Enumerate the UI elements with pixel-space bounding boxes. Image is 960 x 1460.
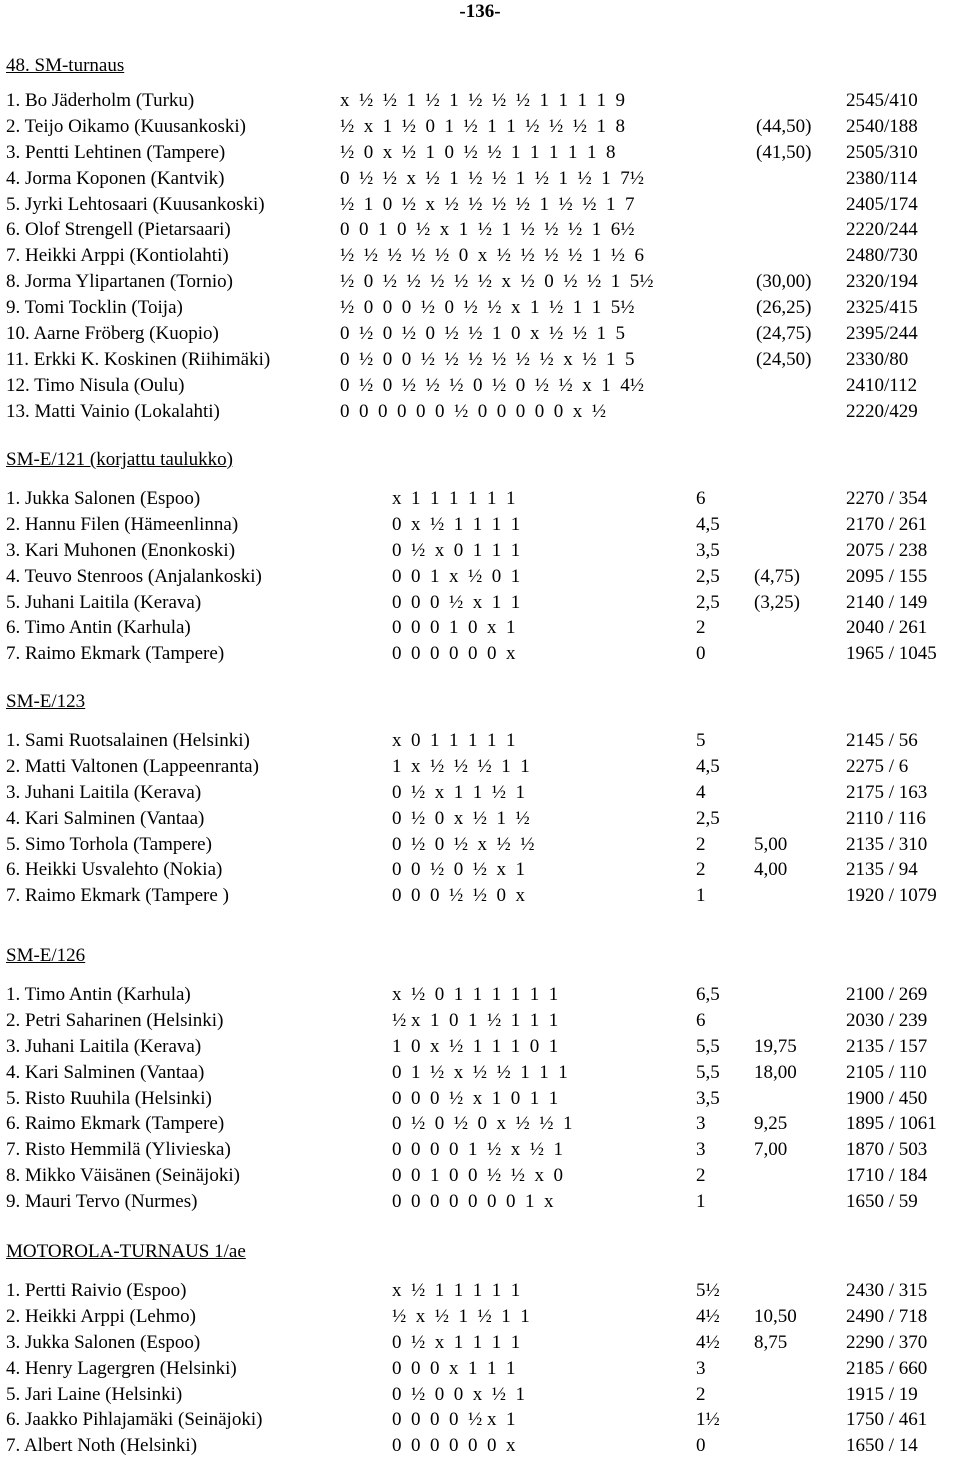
section-3: [6, 944, 956, 1215]
player-results: ½ x 1 0 1 ½ 1 1 1: [392, 1009, 559, 1031]
player-rating: 1915 / 19: [846, 1383, 918, 1405]
player-results: 0 0 0 ½ x 1 0 1 1: [392, 1087, 559, 1109]
player-rating: 2145 / 56: [846, 730, 918, 751]
table-row: [6, 217, 956, 243]
player-rating: 2395/244: [846, 323, 918, 345]
table-row: [6, 1356, 956, 1382]
table-row: [6, 512, 956, 538]
player-rating: 1920 / 1079: [846, 885, 937, 907]
player-name: 7. Raimo Ekmark (Tampere): [6, 643, 225, 665]
player-score: 0: [696, 643, 706, 665]
player-name: 8. Jorma Ylipartanen (Tornio): [6, 271, 233, 293]
player-name: 7. Raimo Ekmark (Tampere ): [6, 885, 229, 907]
player-score: 3,5: [696, 539, 720, 561]
player-name: 3. Juhani Laitila (Kerava): [6, 1035, 202, 1057]
player-score: 2: [696, 833, 706, 855]
player-score: 3: [696, 1357, 706, 1379]
table-row: [6, 347, 956, 373]
player-results: 0 1 ½ x ½ ½ 1 1 1: [392, 1061, 568, 1083]
table-row: [6, 780, 956, 806]
table-row: [6, 1382, 956, 1408]
player-rating: 1870 / 503: [846, 1139, 928, 1161]
table-row: [6, 486, 956, 512]
player-rating: 2220/244: [846, 219, 918, 241]
table-row: [6, 1111, 956, 1137]
player-score: 4,5: [696, 513, 720, 535]
player-score: 0: [696, 1435, 706, 1457]
section-title: SM-E/123: [6, 691, 86, 712]
player-score: 3: [696, 1113, 706, 1135]
player-results: ½ ½ ½ ½ ½ 0 x ½ ½ ½ ½ 1 ½ 6: [340, 245, 644, 267]
player-name: 4. Kari Salminen (Vantaa): [6, 807, 205, 829]
player-rating: 2175 / 163: [846, 781, 928, 803]
player-score: 4,5: [696, 755, 720, 777]
player-rating: 2110 / 116: [846, 807, 926, 829]
table-row: [6, 615, 956, 641]
player-results: 0 0 0 0 1 ½ x ½ 1: [392, 1139, 563, 1161]
section-4: [6, 1240, 956, 1459]
player-score: 6,5: [696, 984, 720, 1005]
player-results: ½ 0 x ½ 1 0 ½ ½ 1 1 1 1 1 8: [340, 141, 616, 163]
table-row: [6, 1008, 956, 1034]
player-score: 1½: [696, 1409, 720, 1431]
player-results: 0 x ½ 1 1 1 1: [392, 513, 521, 535]
player-score: 6: [696, 488, 706, 509]
table-row: [6, 243, 956, 269]
player-rating: 2135 / 310: [846, 833, 928, 855]
player-results: x ½ ½ 1 ½ 1 ½ ½ ½ 1 1 1 1 9: [340, 90, 625, 111]
player-name: 9. Tomi Tocklin (Toija): [6, 297, 183, 319]
player-name: 2. Hannu Filen (Hämeenlinna): [6, 513, 239, 535]
player-name: 5. Jyrki Lehtosaari (Kuusankoski): [6, 193, 265, 215]
player-tiebreak: (44,50): [756, 115, 812, 137]
player-results: 0 0 0 0 ½ x 1: [392, 1409, 516, 1431]
player-rating: 2140 / 149: [846, 591, 928, 613]
table-row: [6, 754, 956, 780]
player-rating: 2095 / 155: [846, 565, 928, 587]
section-2: [6, 690, 956, 909]
player-name: 6. Raimo Ekmark (Tampere): [6, 1113, 225, 1135]
table-row: [6, 114, 956, 140]
table-row: [6, 982, 956, 1008]
player-results: 0 ½ 0 ½ 0 ½ ½ 1 0 x ½ ½ 1 5: [340, 323, 625, 345]
player-results: 0 0 0 0 0 0 ½ 0 0 0 0 0 x ½: [340, 400, 606, 422]
player-tiebreak: 8,75: [754, 1331, 788, 1353]
player-score: 5,5: [696, 1061, 720, 1083]
table-row: [6, 1163, 956, 1189]
table-row: [6, 832, 956, 858]
player-results: 0 ½ 0 0 x ½ 1: [392, 1383, 525, 1405]
player-score: 4: [696, 781, 706, 803]
player-results: 0 0 ½ 0 ½ x 1: [392, 859, 525, 881]
player-results: ½ 1 0 ½ x ½ ½ ½ ½ 1 ½ ½ 1 7: [340, 193, 635, 215]
player-results: 0 ½ x 1 1 ½ 1: [392, 781, 525, 803]
table-row: [6, 373, 956, 399]
section-1: [6, 448, 956, 667]
player-name: 5. Risto Ruuhila (Helsinki): [6, 1087, 212, 1109]
player-results: 0 0 0 0 0 0 x: [392, 1435, 516, 1457]
player-name: 7. Heikki Arppi (Kontiolahti): [6, 245, 229, 267]
section-0: [6, 54, 956, 425]
player-rating: 2545/410: [846, 90, 918, 111]
player-results: ½ x 1 ½ 0 1 ½ 1 1 ½ ½ ½ 1 8: [340, 115, 625, 137]
table-row: [6, 1034, 956, 1060]
player-results: 0 0 0 ½ ½ 0 x: [392, 885, 525, 907]
table-row: [6, 295, 956, 321]
player-name: 3. Pentti Lehtinen (Tampere): [6, 141, 226, 163]
section-title: MOTOROLA-TURNAUS 1/ae: [6, 1241, 246, 1262]
player-results: 0 0 1 0 0 ½ ½ x 0: [392, 1165, 563, 1187]
table-row: [6, 806, 956, 832]
table-row: [6, 883, 956, 909]
player-name: 2. Petri Saharinen (Helsinki): [6, 1009, 224, 1031]
table-row: [6, 1330, 956, 1356]
player-rating: 2030 / 239: [846, 1009, 928, 1031]
player-name: 11. Erkki K. Koskinen (Riihimäki): [6, 348, 271, 370]
player-rating: 2405/174: [846, 193, 918, 215]
player-rating: 1650 / 14: [846, 1435, 918, 1457]
player-tiebreak: (4,75): [754, 565, 800, 587]
table-row: [6, 641, 956, 667]
player-score: 3,5: [696, 1087, 720, 1109]
player-score: 2,5: [696, 565, 720, 587]
player-name: 2. Heikki Arppi (Lehmo): [6, 1305, 196, 1327]
player-name: 6. Jaakko Pihlajamäki (Seinäjoki): [6, 1409, 263, 1431]
player-results: 1 0 x ½ 1 1 1 0 1: [392, 1035, 559, 1057]
table-row: [6, 1304, 956, 1330]
table-row: [6, 1433, 956, 1459]
player-tiebreak: (24,50): [756, 348, 812, 370]
table-row: [6, 857, 956, 883]
player-score: 2: [696, 1165, 706, 1187]
player-results: 0 0 0 ½ x 1 1: [392, 591, 521, 613]
table-row: [6, 538, 956, 564]
player-tiebreak: 10,50: [754, 1305, 797, 1327]
player-rating: 1900 / 450: [846, 1087, 928, 1109]
player-name: 4. Henry Lagergren (Helsinki): [6, 1357, 237, 1379]
player-results: 0 ½ x 0 1 1 1: [392, 539, 521, 561]
player-name: 5. Simo Torhola (Tampere): [6, 833, 212, 855]
player-name: 7. Albert Noth (Helsinki): [6, 1435, 198, 1457]
player-score: 3: [696, 1139, 706, 1161]
player-results: ½ x ½ 1 ½ 1 1: [392, 1305, 530, 1327]
player-results: 1 x ½ ½ ½ 1 1: [392, 755, 530, 777]
player-name: 7. Risto Hemmilä (Ylivieska): [6, 1139, 231, 1161]
player-rating: 2170 / 261: [846, 513, 928, 535]
player-results: x ½ 1 1 1 1 1: [392, 1280, 521, 1301]
player-rating: 2185 / 660: [846, 1357, 928, 1379]
table-row: [6, 590, 956, 616]
player-rating: 2330/80: [846, 348, 909, 370]
table-row: [6, 269, 956, 295]
player-results: ½ 0 0 0 ½ 0 ½ ½ x 1 ½ 1 1 5½: [340, 297, 635, 319]
player-results: x 0 1 1 1 1 1: [392, 730, 516, 751]
player-name: 1. Timo Antin (Karhula): [6, 984, 191, 1005]
player-results: 0 0 0 1 0 x 1: [392, 617, 516, 639]
table-row: [6, 321, 956, 347]
player-name: 10. Aarne Fröberg (Kuopio): [6, 323, 219, 345]
player-name: 6. Timo Antin (Karhula): [6, 617, 191, 639]
player-results: 0 ½ 0 ½ ½ ½ 0 ½ 0 ½ ½ x 1 4½: [340, 374, 644, 396]
player-name: 2. Matti Valtonen (Lappeenranta): [6, 755, 259, 777]
player-score: 5: [696, 730, 706, 751]
player-results: x 1 1 1 1 1 1: [392, 488, 516, 509]
player-results: 0 0 0 x 1 1 1: [392, 1357, 516, 1379]
player-results: 0 0 1 0 ½ x 1 ½ 1 ½ ½ ½ 1 6½: [340, 219, 635, 241]
player-name: 5. Juhani Laitila (Kerava): [6, 591, 202, 613]
player-name: 1. Bo Jäderholm (Turku): [6, 90, 195, 111]
player-results: 0 ½ 0 ½ x ½ ½: [392, 833, 535, 855]
player-rating: 2100 / 269: [846, 984, 928, 1005]
player-tiebreak: 4,00: [754, 859, 788, 881]
player-score: 1: [696, 885, 706, 907]
player-results: x ½ 0 1 1 1 1 1 1: [392, 984, 559, 1005]
player-results: ½ 0 ½ ½ ½ ½ ½ x ½ 0 ½ ½ 1 5½: [340, 271, 654, 293]
player-name: 12. Timo Nisula (Oulu): [6, 374, 185, 396]
player-results: 0 ½ 0 0 ½ ½ ½ ½ ½ ½ x ½ 1 5: [340, 348, 635, 370]
section-title: 48. SM-turnaus: [6, 55, 125, 76]
player-tiebreak: (26,25): [756, 297, 812, 319]
player-rating: 2410/112: [846, 374, 918, 396]
table-row: [6, 1060, 956, 1086]
player-name: 5. Jari Laine (Helsinki): [6, 1383, 183, 1405]
player-tiebreak: 7,00: [754, 1139, 788, 1161]
player-tiebreak: (41,50): [756, 141, 812, 163]
page-number: -136-: [459, 1, 501, 22]
table-row: [6, 140, 956, 166]
player-results: 0 0 0 0 0 0 0 1 x: [392, 1191, 554, 1213]
player-name: 3. Jukka Salonen (Espoo): [6, 1331, 201, 1353]
player-rating: 2380/114: [846, 167, 918, 189]
table-row: [6, 399, 956, 425]
player-tiebreak: 9,25: [754, 1113, 788, 1135]
player-name: 4. Teuvo Stenroos (Anjalankoski): [6, 565, 262, 587]
player-tiebreak: (30,00): [756, 271, 812, 293]
player-tiebreak: (3,25): [754, 591, 800, 613]
player-name: 4. Jorma Koponen (Kantvik): [6, 167, 225, 189]
player-name: 3. Kari Muhonen (Enonkoski): [6, 539, 236, 561]
player-score: 4½: [696, 1331, 720, 1353]
player-results: 0 ½ 0 ½ 0 x ½ ½ 1: [392, 1113, 573, 1135]
player-rating: 2325/415: [846, 297, 918, 319]
table-row: [6, 192, 956, 218]
player-name: 13. Matti Vainio (Lokalahti): [6, 400, 220, 422]
player-score: 2,5: [696, 807, 720, 829]
player-results: 0 ½ ½ x ½ 1 ½ ½ 1 ½ 1 ½ 1 7½: [340, 167, 644, 189]
section-title: SM-E/121 (korjattu taulukko): [6, 449, 233, 470]
player-rating: 2430 / 315: [846, 1280, 928, 1301]
player-score: 2,5: [696, 591, 720, 613]
player-tiebreak: 18,00: [754, 1061, 797, 1083]
player-rating: 1650 / 59: [846, 1191, 918, 1213]
player-name: 6. Olof Strengell (Pietarsaari): [6, 219, 231, 241]
player-score: 4½: [696, 1305, 720, 1327]
player-name: 2. Teijo Oikamo (Kuusankoski): [6, 115, 247, 137]
player-name: 1. Pertti Raivio (Espoo): [6, 1280, 187, 1301]
player-results: 0 ½ 0 x ½ 1 ½: [392, 807, 530, 829]
table-row: [6, 564, 956, 590]
player-name: 1. Sami Ruotsalainen (Helsinki): [6, 730, 250, 751]
player-rating: 1710 / 184: [846, 1165, 928, 1187]
player-rating: 1750 / 461: [846, 1409, 928, 1431]
player-rating: 2275 / 6: [846, 755, 909, 777]
player-rating: 2270 / 354: [846, 488, 928, 509]
player-score: 5,5: [696, 1035, 720, 1057]
player-score: 5½: [696, 1280, 720, 1301]
player-rating: 1895 / 1061: [846, 1113, 937, 1135]
table-row: [6, 88, 956, 114]
player-rating: 2105 / 110: [846, 1061, 927, 1083]
player-rating: 2490 / 718: [846, 1305, 928, 1327]
player-rating: 2040 / 261: [846, 617, 928, 639]
player-tiebreak: 19,75: [754, 1035, 797, 1057]
player-name: 1. Jukka Salonen (Espoo): [6, 488, 201, 509]
player-results: 0 0 1 x ½ 0 1: [392, 565, 521, 587]
player-score: 2: [696, 617, 706, 639]
player-rating: 2480/730: [846, 245, 918, 267]
player-rating: 2505/310: [846, 141, 918, 163]
player-name: 8. Mikko Väisänen (Seinäjoki): [6, 1165, 240, 1187]
player-rating: 2540/188: [846, 115, 918, 137]
player-rating: 2290 / 370: [846, 1331, 928, 1353]
player-score: 6: [696, 1009, 706, 1031]
table-row: [6, 728, 956, 754]
table-row: [6, 1137, 956, 1163]
player-name: 6. Heikki Usvalehto (Nokia): [6, 859, 223, 881]
player-score: 2: [696, 1383, 706, 1405]
player-tiebreak: (24,75): [756, 323, 812, 345]
player-rating: 2135 / 94: [846, 859, 918, 881]
table-row: [6, 1189, 956, 1215]
player-score: 1: [696, 1191, 706, 1213]
player-tiebreak: 5,00: [754, 833, 788, 855]
table-row: [6, 166, 956, 192]
player-rating: 2320/194: [846, 271, 918, 293]
player-results: 0 0 0 0 0 0 x: [392, 643, 516, 665]
table-row: [6, 1407, 956, 1433]
section-title: SM-E/126: [6, 945, 86, 966]
table-row: [6, 1086, 956, 1112]
player-name: 9. Mauri Tervo (Nurmes): [6, 1191, 198, 1213]
player-rating: 2135 / 157: [846, 1035, 928, 1057]
player-name: 3. Juhani Laitila (Kerava): [6, 781, 202, 803]
player-results: 0 ½ x 1 1 1 1: [392, 1331, 521, 1353]
player-score: 2: [696, 859, 706, 881]
table-row: [6, 1278, 956, 1304]
player-rating: 1965 / 1045: [846, 643, 937, 665]
player-name: 4. Kari Salminen (Vantaa): [6, 1061, 205, 1083]
player-rating: 2220/429: [846, 400, 918, 422]
player-rating: 2075 / 238: [846, 539, 928, 561]
